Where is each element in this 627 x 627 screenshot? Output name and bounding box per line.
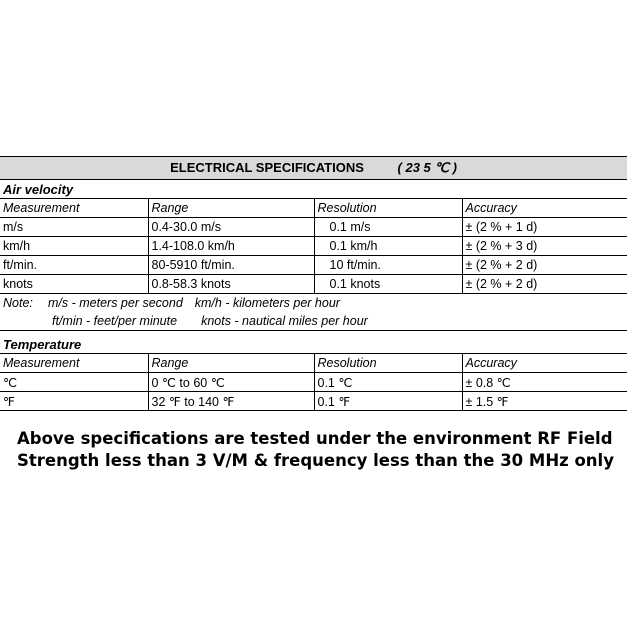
note-row — [0, 294, 627, 313]
temperature-column-headers — [0, 354, 627, 373]
footer-line-2: Strength less than 3 V/M & frequency less than the 30 MHz only — [17, 451, 614, 470]
cell-resolution-text: 0.1 knots — [329, 277, 381, 291]
cell-range: 32 ℉ to 140 ℉ — [148, 392, 314, 411]
table-row — [0, 218, 627, 237]
spec-title: ELECTRICAL SPECIFICATIONS — [170, 160, 364, 175]
cell-measurement: km/h — [0, 237, 148, 256]
air-velocity-column-headers — [0, 199, 627, 218]
electrical-specifications-table — [0, 156, 627, 411]
note-knots: knots - nautical miles per hour — [201, 314, 368, 328]
cell-resolution-text: 0.1 m/s — [329, 220, 371, 234]
table-row — [0, 392, 627, 411]
column-header-resolution: Resolution — [314, 354, 462, 373]
note-ms: m/s - meters per second — [48, 296, 183, 310]
cell-range: 80-5910 ft/min. — [148, 256, 314, 275]
cell-range: 0.8-58.3 knots — [148, 275, 314, 294]
note-label: Note: — [3, 296, 33, 310]
cell-accuracy: ± (2 % + 1 d) — [462, 218, 627, 237]
note-line-1 — [0, 294, 627, 313]
note-ftmin: ft/min - feet/per minute — [52, 314, 178, 328]
spec-header-row — [0, 157, 627, 180]
cell-resolution — [314, 218, 462, 237]
cell-resolution: 0.1 ℉ — [314, 392, 462, 411]
column-header-measurement: Measurement — [0, 199, 148, 218]
cell-range: 1.4-108.0 km/h — [148, 237, 314, 256]
column-header-measurement: Measurement — [0, 354, 148, 373]
cell-resolution — [314, 275, 462, 294]
spec-header-cell — [0, 157, 627, 180]
cell-measurement: ℉ — [0, 392, 148, 411]
note-row — [0, 312, 627, 331]
cell-measurement: m/s — [0, 218, 148, 237]
cell-accuracy: ± (2 % + 2 d) — [462, 256, 627, 275]
table-row — [0, 275, 627, 294]
column-header-resolution: Resolution — [314, 199, 462, 218]
column-header-range: Range — [148, 354, 314, 373]
cell-measurement: knots — [0, 275, 148, 294]
column-header-accuracy: Accuracy — [462, 199, 627, 218]
note-line-2 — [0, 312, 627, 331]
table-row — [0, 373, 627, 392]
cell-accuracy: ± (2 % + 3 d) — [462, 237, 627, 256]
cell-range: 0.4-30.0 m/s — [148, 218, 314, 237]
air-velocity-section — [0, 180, 627, 199]
spec-temperature: ( 23 5 ℃ ) — [397, 160, 457, 175]
cell-measurement: ℃ — [0, 373, 148, 392]
cell-resolution: 0.1 ℃ — [314, 373, 462, 392]
cell-resolution — [314, 237, 462, 256]
air-velocity-title: Air velocity — [0, 180, 627, 199]
cell-resolution-text: 10 ft/min. — [329, 258, 381, 272]
temperature-title: Temperature — [0, 331, 627, 354]
cell-range: 0 ℃ to 60 ℃ — [148, 373, 314, 392]
table-row — [0, 256, 627, 275]
cell-accuracy: ± (2 % + 2 d) — [462, 275, 627, 294]
cell-measurement: ft/min. — [0, 256, 148, 275]
temperature-section — [0, 331, 627, 354]
cell-resolution — [314, 256, 462, 275]
cell-accuracy: ± 1.5 ℉ — [462, 392, 627, 411]
footer-line-1: Above specifications are tested under the environment RF Field — [17, 429, 613, 448]
column-header-range: Range — [148, 199, 314, 218]
cell-accuracy: ± 0.8 ℃ — [462, 373, 627, 392]
table-row — [0, 237, 627, 256]
note-kmh: km/h - kilometers per hour — [194, 296, 340, 310]
cell-resolution-text: 0.1 km/h — [329, 239, 378, 253]
test-conditions-footer — [17, 428, 617, 472]
column-header-accuracy: Accuracy — [462, 354, 627, 373]
